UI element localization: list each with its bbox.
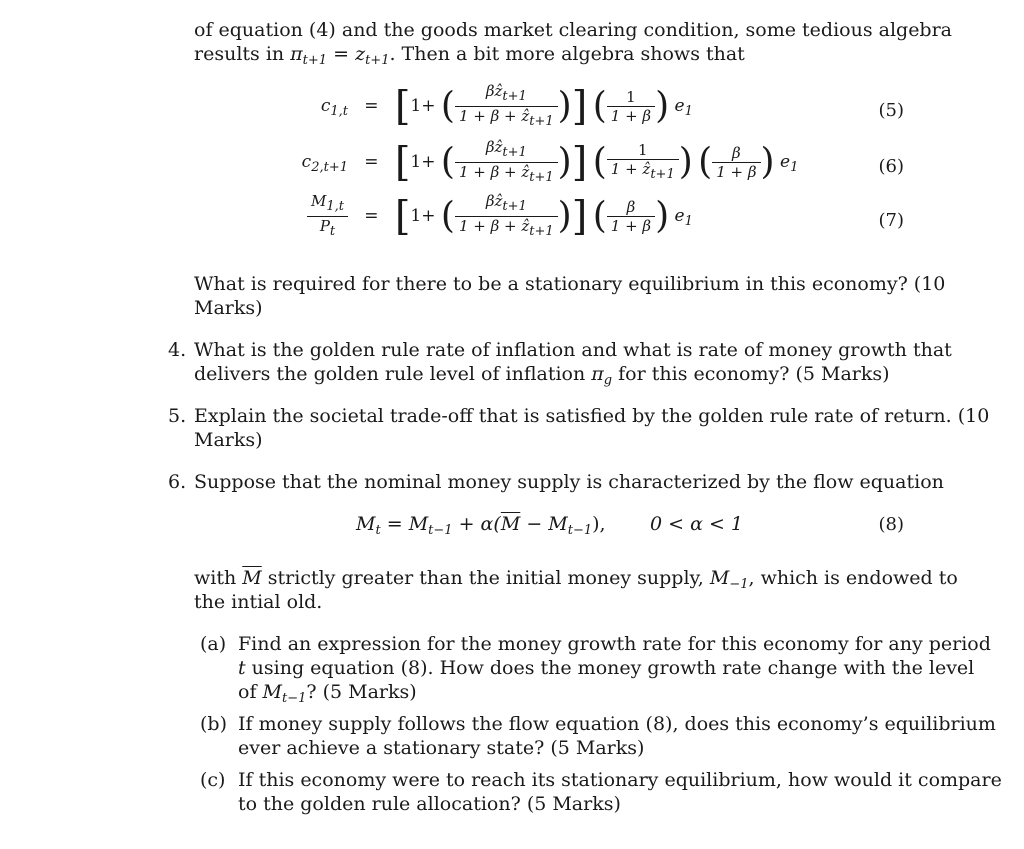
eq8-number: (8) xyxy=(878,514,904,535)
q3-line-1: What is required for there to be a stationary equilibrium in this economy? (10 xyxy=(194,273,946,295)
eq7-number: (7) xyxy=(878,210,904,231)
equals-sign: = xyxy=(327,43,356,65)
equation-6: $c_{2,t+1} = [1+$ ( $\frac{\text{βẑt+1}}{\text{1 + β + ẑt+1}}$ )] ( $\frac{1}{\text{1 + ẑt+1}}$ ) ( $\frac{\beta}{1 + \beta}$ ) $e_1$ xyxy=(301,138,799,186)
intro-line-2-prefix: results in xyxy=(194,43,291,65)
eq7-frac-1: $\frac{\text{βẑt+1}}{\text{1 + β + ẑt+1}}$ xyxy=(455,192,558,241)
eq6-lhs: $c_{2,t+1}$ xyxy=(301,152,348,175)
eq6-frac-2: $\frac{1}{\text{1 + ẑt+1}}$ xyxy=(607,141,679,184)
part-c-line-1: If this economy were to reach its stationary equilibrium, how would it compare xyxy=(238,769,1002,791)
pi-symbol: π xyxy=(290,43,303,65)
eq7-lhs: $\frac{M1,t}{Pt}$ xyxy=(307,192,348,241)
q5-number: 5. xyxy=(168,405,187,427)
eq5-one-plus: 1+ xyxy=(410,96,436,116)
eq7-frac-2: $\frac{\beta}{1 + \beta}$ xyxy=(607,198,655,235)
part-a-line-3: of $M_{t-1}$? (5 Marks) xyxy=(238,681,417,706)
z-subscript: t+1 xyxy=(365,53,390,68)
equation-7: $\frac{M1,t}{Pt}$ = [1+ ( $\frac{\text{βẑt+1}}{\text{1 + β + ẑt+1}}$ )] ( $\frac{\beta}{1 + \beta}$ ) $e_1$ xyxy=(300,192,693,241)
q6-after-line-1: with $\overline{M}$ strictly greater than the initial money supply, $M_{-1}$, which is endowed to xyxy=(194,567,958,592)
eq5-frac-1: $\frac{\text{βẑt+1}}{\text{1 + β + ẑt+1}}$ xyxy=(455,82,558,131)
eq6-e1: $e_1$ xyxy=(780,152,799,175)
eq6-one-plus: 1+ xyxy=(410,152,436,172)
pi-subscript: t+1 xyxy=(302,53,328,68)
part-c-label: (c) xyxy=(200,769,226,791)
q3-line-2: Marks) xyxy=(194,297,263,319)
eq7-one-plus: 1+ xyxy=(410,206,436,226)
q6-line-1: Suppose that the nominal money supply is characterized by the flow equation xyxy=(194,471,944,493)
eq5-lhs: $c_{1,t}$ xyxy=(320,96,348,119)
intro-line-2-suffix: . Then a bit more algebra shows that xyxy=(389,43,745,65)
eq6-frac-3: $\frac{\beta}{1 + \beta}$ xyxy=(712,144,760,181)
eq5-frac-2: $\frac{1}{1 + \beta}$ xyxy=(607,88,655,125)
equation-8-condition: 0 < α < 1 xyxy=(650,513,744,535)
eq6-frac-1: $\frac{\text{βẑt+1}}{\text{1 + β + ẑt+1}}$ xyxy=(455,138,558,187)
eq6-equals: = xyxy=(364,152,379,172)
q5-line-1: Explain the societal trade-off that is satisfied by the golden rule rate of return. (10 xyxy=(194,405,990,427)
q4-number: 4. xyxy=(168,339,187,361)
part-b-line-2: ever achieve a stationary state? (5 Marks) xyxy=(238,737,645,759)
q4-line-2: delivers the golden rule level of inflation $\pi_g$ for this economy? (5 Marks) xyxy=(194,363,890,388)
m-bar: $\overline{M}$ xyxy=(500,513,521,535)
eq6-number: (6) xyxy=(878,156,904,177)
equation-8: $M_t = M_{t-1} + \alpha(\overline{M} - M_{t-1})$, xyxy=(356,513,606,538)
eq5-bracket-open: [ xyxy=(394,83,411,130)
q5-line-2: Marks) xyxy=(194,429,263,451)
part-a-label: (a) xyxy=(200,633,227,655)
part-c-line-2: to the golden rule allocation? (5 Marks) xyxy=(238,793,621,815)
q6-after-line-2: the intial old. xyxy=(194,591,323,613)
pi-g-symbol: π xyxy=(591,363,604,385)
q4-line-1: What is the golden rule rate of inflation and what is rate of money growth that xyxy=(194,339,952,361)
intro-line-1: of equation (4) and the goods market clearing condition, some tedious algebra xyxy=(194,19,953,41)
eq5-equals: = xyxy=(364,96,379,116)
equation-5: $c_{1,t} = [1+$ ( $\frac{\text{βẑt+1}}{\text{1 + β + ẑt+1}}$ )] ( $\frac{1}{1 + \beta}$ ) $e_1$ xyxy=(300,82,693,131)
z-symbol: z xyxy=(355,43,366,65)
eq7-e1: $e_1$ xyxy=(674,206,693,229)
eq5-e1: $e_1$ xyxy=(674,96,693,119)
part-b-line-1: If money supply follows the flow equation (8), does this economy’s equilibrium xyxy=(238,713,996,735)
eq5-number: (5) xyxy=(878,100,904,121)
q6-number: 6. xyxy=(168,471,187,493)
part-b-label: (b) xyxy=(200,713,227,735)
part-a-line-2: t using equation (8). How does the money growth rate change with the level xyxy=(238,657,975,679)
part-a-line-1: Find an expression for the money growth rate for this economy for any period xyxy=(238,633,991,655)
eq7-equals: = xyxy=(364,206,379,226)
intro-line-2 xyxy=(194,42,745,73)
